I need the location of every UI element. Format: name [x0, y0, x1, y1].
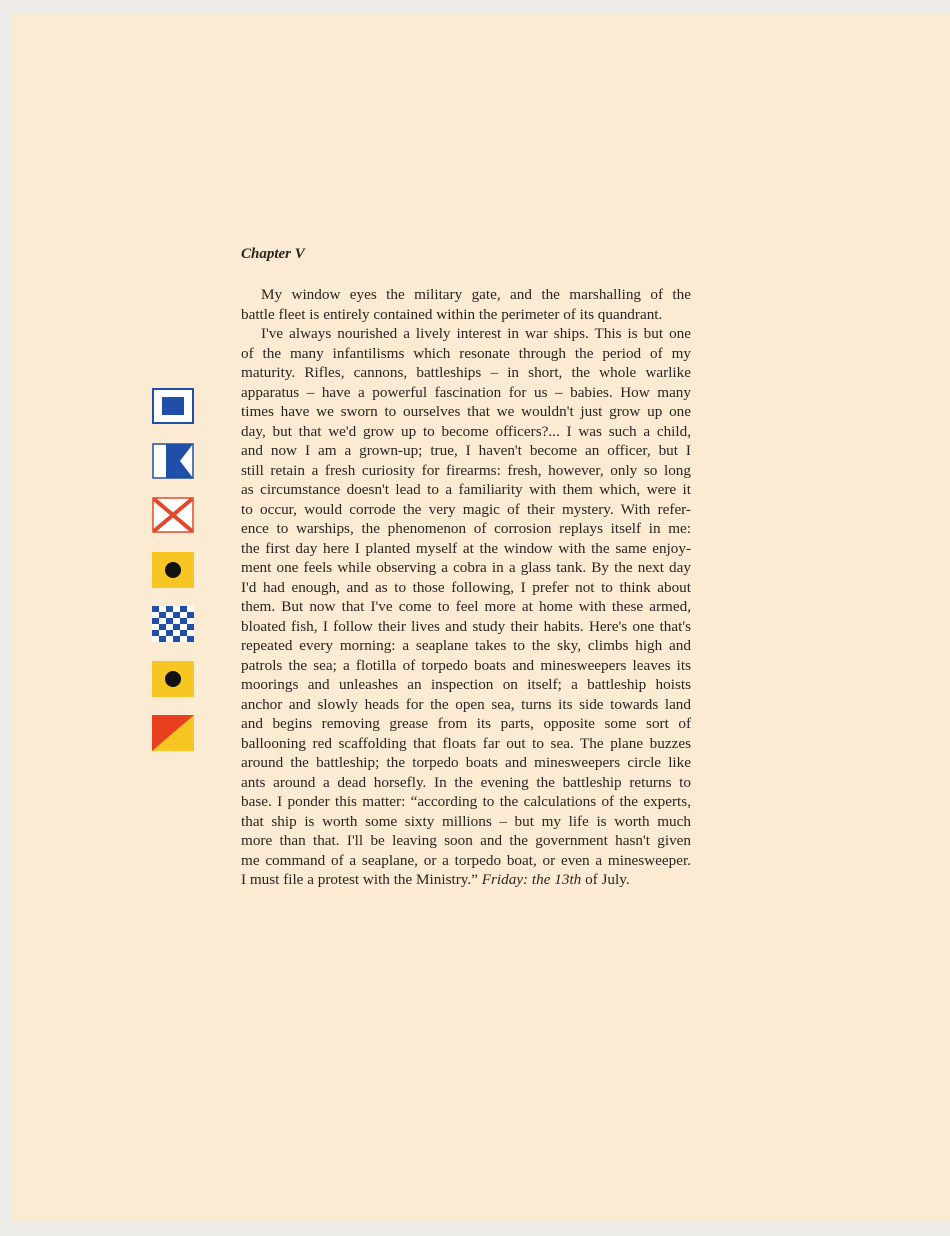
text-line: of the many infantilisms which resonate through the period of my: [241, 344, 691, 362]
paragraph-2: [241, 324, 691, 890]
chapter-title: Chapter V: [241, 246, 305, 262]
text-line: times have we sworn to ourselves that we wouldn't just grow up one: [241, 403, 691, 420]
text-line: to occur, would corrode the very magic of their mystery. With refer-: [241, 500, 691, 518]
blue-checkered-flag-icon: [152, 606, 194, 642]
text-line: apparatus – have a powerful fascination for us – babies. How many: [241, 383, 691, 401]
text-line: them. But now that I've come to feel more at home with these armed,: [241, 598, 691, 615]
final-line-tail: of July.: [585, 871, 630, 888]
text-line: I'd had enough, and as to those following, I prefer not to think about: [241, 578, 691, 596]
text-line: day, but that we'd grow up to become officers?... I was such a child,: [241, 422, 691, 440]
date-italic: Friday: the 13th: [481, 871, 582, 888]
text-line: and now I am a grown-up; true, I haven't become an officer, but I: [241, 442, 691, 459]
text-line: ballooning red scaffolding that floats far out to sea. The plane buzzes: [241, 734, 691, 752]
paragraph-1: [241, 285, 691, 324]
final-line: [241, 870, 691, 890]
red-saltire-flag-icon: [152, 497, 194, 533]
text-line: repeated every morning: a seaplane takes to the sky, climbs high and: [241, 637, 691, 654]
final-line-text: I must file a protest with the Ministry.”: [241, 871, 478, 888]
blue-square-flag-icon: [152, 388, 194, 424]
text-line: I've always nourished a lively interest in war ships. This is but one: [261, 325, 691, 342]
signal-flags-column: [152, 388, 196, 770]
text-line: as circumstance doesn't lead to a familiarity with them which, were it: [241, 481, 691, 498]
yellow-black-disc-flag-icon: [152, 552, 194, 588]
red-yellow-diagonal-flag-icon: [152, 715, 194, 751]
text-line: ants around a dead horsefly. In the evening the battleship returns to: [241, 773, 691, 791]
text-line: the first day here I planted myself at the window with the same enjoy-: [241, 539, 691, 557]
text-line: that ship is worth some sixty millions – but my life is worth much: [241, 812, 691, 830]
text-line: and begins removing grease from its parts, opposite some sort of: [241, 715, 691, 732]
yellow-black-disc-flag-icon: [152, 661, 194, 697]
text-line: My window eyes the military gate, and the marshalling of the: [261, 286, 691, 303]
text-line: around the battleship; the torpedo boats and minesweepers circle like: [241, 754, 691, 771]
text-line: moorings and unleashes an inspection on itself; a battleship hoists: [241, 676, 691, 693]
text-line: anchor and slowly heads for the open sea, turns its side towards land: [241, 695, 691, 713]
swallowtail-flag-icon: [152, 443, 194, 479]
text-line: battle fleet is entirely contained within the perimeter of its quandrant.: [241, 305, 663, 323]
text-line: ence to warships, the phenomenon of corrosion replays itself in me:: [241, 520, 691, 537]
text-line: ment one feels while observing a cobra in a glass tank. By the next day: [241, 559, 691, 576]
text-line: still retain a fresh curiosity for firearms: fresh, however, only so long: [241, 461, 691, 479]
chapter-body: [241, 285, 691, 890]
text-line: maturity. Rifles, cannons, battleships – in short, the whole warlike: [241, 364, 691, 381]
text-line: more than that. I'll be leaving soon and the government hasn't given: [241, 832, 691, 849]
text-line: me command of a seaplane, or a torpedo boat, or even a minesweeper.: [241, 851, 691, 869]
text-line: bloated fish, I follow their lives and study their habits. Here's one that's: [241, 617, 691, 635]
text-line: patrols the sea; a flotilla of torpedo boats and minesweepers leaves its: [241, 656, 691, 674]
text-line: base. I ponder this matter: “according to the calculations of the experts,: [241, 793, 691, 810]
